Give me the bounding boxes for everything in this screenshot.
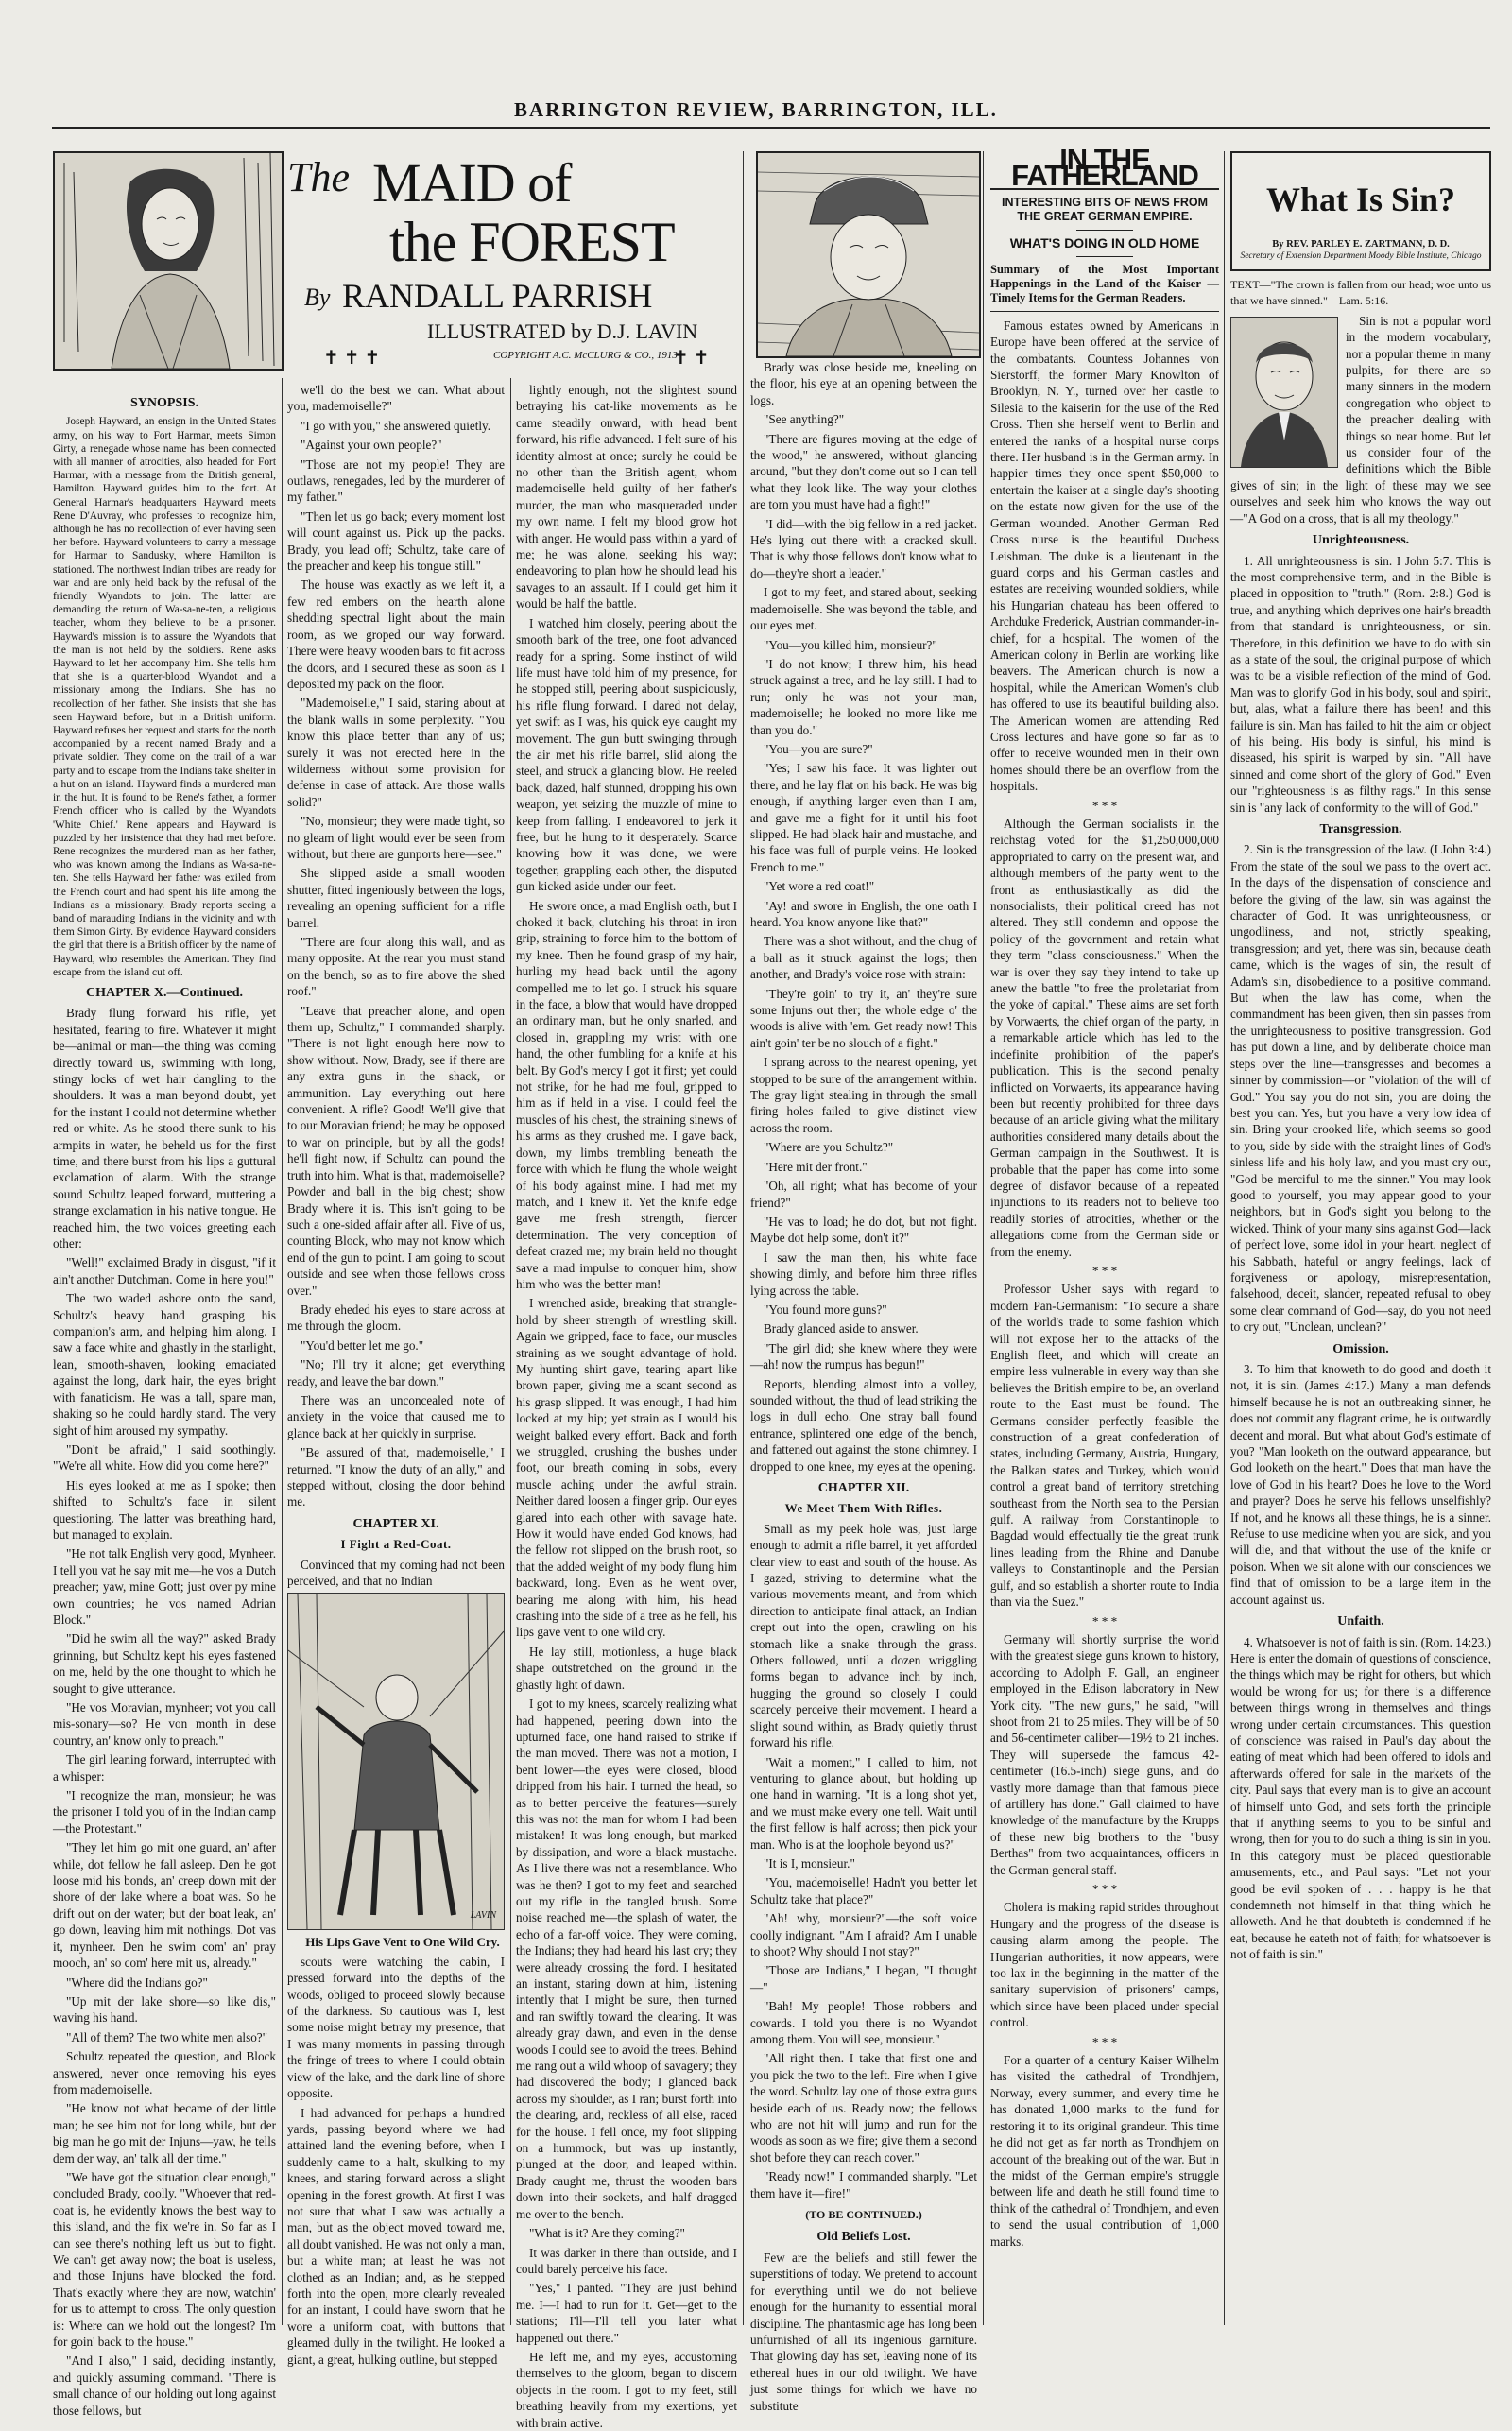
col2-para-2: "Against your own people?"	[301, 438, 442, 453]
col4-para-4: I got to my feet, and stared about, seeking mademoiselle. She was beyond the table, and our eyes met.	[750, 585, 977, 633]
to-be-continued: (TO BE CONTINUED.)	[805, 2208, 922, 2222]
col2-para-7: "No, monsieur; they were made tight, so no gleam of light would ever be seen from without, but there are gunports here—see."	[287, 814, 505, 861]
col1-para-2: The two waded ashore onto the sand, Schultz's heavy hand grasping his companion's arm, and helping him along. I saw a face white and ghastly in the starlight, lean, smooth-shaven, looking emaciated against the long, dark hair, the eyes bright with fanaticism. He was a tall, spare man, shaking so he could hardly stand. The very sight of him aroused my sympathy.	[53, 1291, 276, 1438]
col2-para-6: "Mademoiselle," I said, staring about at the blank walls in some perplexity. "You know this place better than any of us; surely it was not erected here in the wilderness without some provision for defense in case of attack. Are those walls solid?"	[287, 696, 505, 809]
maid-column-3	[516, 382, 737, 2430]
col2-para-0: we'll do the best we can. What about you, mademoiselle?"	[287, 383, 505, 414]
sin-intro: Sin is not a popular word in the modern vocabulary, nor a popular theme in many pulpits, for there are so many sinners in the modern congregation who object to the preacher dealing with things so near home. But let us consider four of the definitions which the Bible gives of sin; in the light of these may we see ourselves and seek him who knows the way out—"A God on a cross, that is all my theology."	[1230, 313, 1491, 526]
sin-author: By REV. PARLEY E. ZARTMANN, D. D.	[1272, 239, 1450, 250]
col4-para-2: "There are figures moving at the edge of the wood," he answered, without glancing around, "but they don't come out so I can tell what they look like. The way your clothes are torn you must have had a fight!"	[750, 431, 977, 512]
fatherland-item-1: Although the German socialists in the reichstag voted for the $1,250,000,000 appropriated to carry on the present war, and although members of the party went to the front as enthusiastically as did the nonsocialists, their political creed has not altered. They still condemn and oppose the policy of the government and retain what they term "class consciousness." When the war is over they say they intend to take up anew the battle "to free the proletariat from the yoke of capital." These aims are set forth by Vorwaerts, the chief organ of the party, in a remarkable article which has led to the indefinite prohibition of the paper's publication. This is the second penalty inflicted on Vorwaerts, its appearance having been but recently prohibited for three days because of an article giving what the military authorities considered many details about the German campaign in the Southwest. It is probable that the paper has come into some degree of disfavor because of a repeated injunctions to its readers not to believe too readily stories of atrocities, whether or the allegations come from the German side or from the enemy.	[990, 817, 1219, 1259]
col1-para-17: "And I also," I said, deciding instantly, and quickly assuming command. "There is small chance of our holding out long against those fellows, but	[53, 2353, 276, 2418]
col3-para-1: I watched him closely, peering about the smooth bark of the tree, one foot advanced ready for a spring. Some instinct of wild life must have told him of my presence, for he stopped still, peering about suspiciously, his rifle flung forward. I dared not delay, yet swift as I was, his quick eye caught my movement. The gun butt swinging through the air met his rifle barrel, slid along the steel, and struck a glancing blow. He reeled back, dazed, half stunned, dropping his own weapon, yet seizing the muzzle of mine to keep from falling. I endeavored to jerk it free, but he hung to it desperately. Scarce knowing how it was done, we were together, grappling each other, the disputed gun kicked aside under our feet.	[516, 615, 737, 894]
col3-para-5: I got to my knees, scarcely realizing what had happened, peering down into the upturned face, one hand raised to strike if the man moved. There was not a motion, I bent lower—the eyes were closed, blood dripped from his hair. I turned the head, so as to better perceive the features—surely this was not the man for whom I had been mistaken! It was long enough, but marked by dissipation, and wore a black mustache. As I live there was not a resemblance. Who was he then? I got to my feet and searched out my rifle in the tangled brush. Some noise reached me—the splash of water, the echo of a far-off voice. They were coming, the Indians; they had heard his last cry; they were already crossing the ford. I hesitated an instant, staring down at him, listening intently that I might be sure, then turned and ran swiftly toward the clearing. It was already gray dawn, and even in the dense woods I could see to avoid the trees. Behind me rang out a wild whoop of savagery; they had discovered the body; I glanced back across my shoulder, as I ran; burst forth into the clearing, and, reckless of all else, raced for the house. I fell once, my foot slipping on a hummock, but was up instantly, plunged at the door, and leaped within. Brady caught me, thrust the wooden bars down into their sockets, and half dragged me over to the bench.	[516, 1697, 737, 2221]
old-beliefs-text: Few are the beliefs and still fewer the superstitions of today. We pretend to account for everything until we do not believe enough for the humanity to essential moral discipline. The phantasmic age has long been unfurnished of all its ingenious garniture. That glowing day has set, leaving none of its ethereal hues in our old twilight. We have just some things for which we have no substitute	[750, 2250, 977, 2413]
col4-para-7: "You—you are sure?"	[764, 741, 873, 756]
col4-para-6: "I do not know; I threw him, his head struck against a tree, and he lay still. I had to run; only he was not your man, mademoiselle; he looked no more like me than you do."	[750, 656, 977, 737]
maid-title-block	[285, 151, 737, 378]
sin-section-3-heading: Unfaith.	[1337, 1614, 1384, 1629]
chapter-12-title: We Meet Them With Rifles.	[784, 1501, 943, 1516]
col2-after-0: scouts were watching the cabin, I pressed forward into the depths of the woods, obliged to proceed slowly because of the darkness. So cautious was I, lest some noise might betray my presence, that I was many moments in passing through the fringe of trees to where I could obtain view of the lake, and the dark line of shore opposite.	[287, 1954, 505, 2101]
col4-ch12-7: "All right then. I take that first one and you pick the two to the left. Fire when I give the word. Schultz lay one of those extra guns beside each of us. Ready now; the fellows who are not hit will jump and run for the woods as soon as we fire; give them a second shot before they can reach cover."	[750, 2051, 977, 2164]
synopsis-text: Joseph Hayward, an ensign in the United States army, on his way to Fort Harmar, meets Simon Girty, a renegade whose name has been connected with all manner of atrocities, also headed for Fort Harmar, with a message from the British general, Hamilton. Hayward guides him to the fort. At General Harmar's headquarters Hayward meets Rene D'Auvray, who professes to recognize him, although he has no recollection of ever having seen her before. Hayward volunteers to carry a message for Harmar to Sandusky, where Hamilton is stationed. The northwest Indian tribes are ready for war and are only held back by the refusal of the friendly Wyandots to join. The latter are demanding the return of Wa-sa-ne-ten, a religious teacher, whom they believe to be a prisoner. Hayward's mission is to assure the Wyandots that the man is not held by the soldiers. Rene asks Hayward to let her accompany him. She tells him that she is a quarter-blood Wyandot and a missionary among the Indians. She has no recollection of her father. She insists that she has seen Hayward before, but in a British uniform. Hayward refuses her request and starts for the north accompanied by a recent named Brady and a private soldier. They come on the trail of a war party and to escape from the Indians take shelter in a hut on an island. Hayward finds a murdered man in the hut. It is found to be Rene's father, a former French officer who is called by the Wyandots 'White Chief.' Rene appears and Hayward is puzzled by her insistence that they had met before. Rene recognizes the murdered man as her father, who was known among the Indians as Wa-sa-ne-ten. She tells Hayward her father was exiled from the French court and had spent his life among the Indians as a missionary. Brady reports seeing a band of marauding Indians in the vicinity and with them Simon Girty. By evidence Hayward considers the girl that there is a British officer by the name of Hayward, who resembles the American. They find escape from the island cut off.	[53, 416, 276, 978]
author-name: RANDALL PARRISH	[342, 277, 653, 315]
illustration-caption: His Lips Gave Vent to One Wild Cry.	[305, 1935, 500, 1950]
sin-section-1-text: 2. Sin is the transgression of the law. (I John 3:4.) From the state of the soul we pass to the overt act. In the days of the dispensation of conscience and before the giving of the law, sin was against the character of God. It was unrighteousness, or ungodliness, and not, strictly speaking, transgression; and yet, there was sin, because death came, which is the wages of sin, the result of Adam's sin, disobedience to a positive command. But when the law has come, when the commandment has been given, then sin passes from the unrighteousness to positive transgression. God has put down a line, and by deliberate choice man steps over the line—transgresses and becomes a sinner by commission—or "violation of the will of God." You say you do not sin, you are doing the best you can. Yes, but you have a very low idea of sin. Bring your crooked life, which seems so good to you, side by side with the straight lines of God's sinless life and his holy law, and you must cry out, "God be merciful to me the sinner." You may look good to yourself, you may appear good to your neighbors, but in God's sight you belong to the wicked. Think of your many sins against God—lack of perfect love, some idol in your heart, neglect of his Sabbath, hateful or angry feelings, lack of forgiveness or apology, misrepresentation, falsehood, deceit, slander, repeated refusal to obey some clear command of God—say, do you not need to cry out, "Unclean, unclean?"	[1230, 842, 1491, 1335]
sin-title-box	[1230, 151, 1491, 271]
col3-para-3: I wrenched aside, breaking that strangle-hold by sheer strength of wrestling skill. Again we gripped, face to face, our muscles straining as we sought advantage of hold. My hunting shirt gave, tearing apart like brown paper, giving me a scant second as his grasp slipped. It was enough, I had him locked at my hip; yet strain as I would his weight balked every effort. Back and forth we struggled, crushing the bushes under foot, our breath coming in sobs, every muscle aching under the awful strain. Neither dared loosen a finger grip. Our eyes glared into each other with savage hate. How it would have ended God knows, had the fellow not slipped on the brush root, so that the added weight of my body flung him backward, long. Even as he went over, bearing me along with him, his head crashing into the side of a tree as he fell, his lips gave vent to one wild cry.	[516, 1296, 737, 1640]
col2-para-9: "There are four along this wall, and as many opposite. At the rear you must stand on the bench, so as to fire above the shed roof."	[287, 935, 505, 999]
chapter-10-heading: CHAPTER X.—Continued.	[85, 985, 244, 1000]
maid-column-2	[287, 382, 505, 2367]
maid-column-4	[750, 359, 977, 2413]
col4-ch12-6: "Bah! My people! Those robbers and cowards. I told you there is no Wyandot among them. You will see, monsieur."	[750, 1999, 977, 2046]
col4-para-16: "Oh, all right; what has become of your friend?"	[750, 1179, 977, 1210]
col4-para-21: "The girl did; she knew where they were—ah! now the rumpus has begun!"	[750, 1340, 977, 1372]
col2-para-1: "I go with you," she answered quietly.	[301, 418, 491, 433]
col4-para-19: "You found more guns?"	[764, 1302, 887, 1317]
sin-section-0-text: 1. All unrighteousness is sin. I John 5:7. This is the most comprehensive term, and in the Bible is placed in opposition to "truth." (Rom. 2:8.) God is true, and anything which deprives one hair's breadth from that standard is unrighteousness, or sin. Therefore, in this definition we have to do with sin as a state of the soul, the original purpose of which was to be a visible reflection of the mind of God. Man was to glorify God in his body, soul and spirit, but, alas, what a failure there has been! and this failure is sin. Man has failed to hit the aim or object of his being. His body is sinful, his mind is diseased, his spirit is warped by sin. "All have sinned and come short of the glory of God." Even our "righteousness is as filthy rags." In this sense sin is "any lack of conformity to the will of God."	[1230, 553, 1491, 815]
sin-section-3-text: 4. Whatsoever is not of faith is sin. (Rom. 14:23.) Here is enter the domain of questions of conscience, the things which may be right for others, but which would be wrong for us; for there is a difference between things wrong in themselves and things wrong under certain circumstances. This question of conscience was raised in Paul's day about the eating of meat which had been offered to idols and afterwards offered for sale in the markets of the city. Paul says that every man is to give an account of himself unto God, and sets forth the principle that if anything seems to you to be sinful and wrong, then for you to do such a thing is sin in you. In this category must be placed questionable amusements, etc., and Paul says: "Let not your good be evil spoken of . . . happy is he that condemneth not himself in that thing which he alloweth. And he that doubteth is condemned if he eat, because he eateth not of faith; for whatsoever is not of faith is sin."	[1230, 1634, 1491, 1962]
col2-para-3: "Those are not my people! They are outlaws, renegades, led by the murderer of my father."	[287, 457, 505, 505]
col2-para-12: "You'd better let me go."	[301, 1337, 424, 1353]
fatherland-item-4: Cholera is making rapid strides throughout Hungary and the progress of the disease is causing alarm among the people. The Hungarian authorities, it now appears, were too lax in the beginning in the matter of the sanitary supervision of prisoners' camps, which since have been placed under special control.	[990, 1900, 1219, 2030]
col1-para-1: "Well!" exclaimed Brady in disgust, "if it ain't another Dutchman. Come in here you!"	[53, 1255, 276, 1286]
col1-para-11: "Where did the Indians go?"	[66, 1974, 208, 1990]
title-by: By	[304, 284, 331, 311]
masthead-rule	[52, 127, 1490, 129]
title-maid: MAID of	[372, 152, 572, 214]
illustrated-by: ILLUSTRATED by D.J. LAVIN	[427, 319, 698, 343]
col4-para-10: "Ay! and swore in English, the one oath I heard. You know anyone like that?"	[750, 898, 977, 929]
col1-para-5: "He not talk English very good, Mynheer. I tell you vat he say mit me—he vos a Dutch preacher; yaw, mine Gott; just over py mine own countries; he vos named Adrian Block."	[53, 1546, 276, 1627]
fatherland-summary: Summary of the Most Important Happenings in the Land of the Kaiser —Timely Items for the German Readers.	[990, 262, 1219, 304]
col4-para-1: "See anything?"	[764, 412, 845, 427]
col4-para-9: "Yet wore a red coat!"	[764, 879, 875, 894]
col2-ch11-opening: Convinced that my coming had not been perceived, and that no Indian	[287, 1557, 505, 1589]
col2-para-14: There was an unconcealed note of anxiety in the voice that caused me to glance back at her quickly in surprise.	[287, 1392, 505, 1440]
fatherland-item-2: Professor Usher says with regard to modern Pan-Germanism: "To secure a share of the world's trade to some fashion which will not expose her to the attacks of the English fleet, and which will create an empire less vulnerable in every way than she believes the British empire to be, an overland route to the East must be found. The Germans consider perfectly feasible the construction of a great confederation of states, including Germany, Austria, Hungary, the Balkan states and Turkey, which would control a great band of territory stretching southeast from the North sea to the Persian gulf. A railway from Constantinople to Bagdad would effectually tie the great trunk lines leading from the Rhine and Danube valleys to Constantinople and the Persian gulf, and so establish a shorter route to India than via the Suez."	[990, 1282, 1219, 1610]
frontiersman-illustration	[756, 151, 981, 358]
col3-para-2: He swore once, a mad English oath, but I choked it back, clutching his throat in iron grip, straining to force him to the bottom of my knee. Then he found grasp of my hair, hurling my head back until the agony compelled me to let go. I struck his square in the face, a blow that would have dropped an ordinary man, but he only snarled, and closed in, grappling my wrist with one hand, the other fumbling for a knife at his belt. By God's mercy I got it first; yet could not strike, for he had me foul, gripped to him as if held in a vise. I could feel the muscles of his chest, the straining sinews of his arms as they crushed me. I gave back, down, my limbs trembling beneath the force with which he flung the whole weight of his body against mine. I had met my match, and I knew it. Yet the knife edge gave me fresh strength, fiercer determination. The very conception of defeat crazed me; my brain held no thought save a mad impulse to conquer him, show him who was the better man!	[516, 898, 737, 1291]
fight-illustration	[287, 1593, 505, 1930]
col4-para-14: "Where are you Schultz?"	[764, 1140, 894, 1155]
col1-para-9: "I recognize the man, monsieur; he was the prisoner I told you of in the Indian camp—the Protestant."	[53, 1788, 276, 1836]
col3-para-0: lightly enough, not the slightest sound betraying his cat-like movements as he came steadily onward, with head bent forward, his rifle advanced. I felt sure of his identity almost at once; surely he could be no other than the British agent, whom mademoiselle held guilty of her father's murder, the man who masqueraded under my own name. I felt my blood grow hot with anger. He would pass within a yard of me; he was alone, seeking his way; endeavoring to plan how he should lead his savages to an assault. If I could get him it would be half the battle.	[516, 383, 737, 612]
col1-para-0: Brady flung forward his rifle, yet hesitated, fearing to fire. Whatever it might be—animal or man—the thing was coming directly toward us, swimming with long, stingy locks of wet hair dangling to the shoulders. It was a man beyond doubt, yet for the instant I could not determine whether red or white. As he stood there sunk to his armpits in water, he beheld us for the first time, and there burst from his lips a guttural exclamation of alarm. With the strange sound Schultz leaped forward, muttering a strange exclamation in his native tongue. He reached him, the two voices greeting each other:	[53, 1006, 276, 1251]
col1-para-3: "Don't be afraid," I said soothingly. "We're all white. How did you come here?"	[53, 1441, 276, 1474]
col2-para-4: "Then let us go back; every moment lost will count against us. Pick up the packs. Brady, you lead off; Schultz, take care of the preacher and keep his tongue still."	[287, 509, 505, 574]
col3-para-6: "What is it? Are they coming?"	[529, 2226, 685, 2241]
col2-para-11: Brady eheded his eyes to stare across at me through the gloom.	[287, 1302, 505, 1334]
col3-para-9: He left me, and my eyes, accustoming themselves to the gloom, began to discern objects in the room. I got to my feet, still breathing heavily from my exertions, yet with brain active.	[516, 2349, 737, 2430]
fatherland-item-0: Famous estates owned by Americans in Europe have been offered at the service of the combatants. Countess Johannes von Sierstorff, the former Mary Knowlton of Brooklyn, N. Y., turned over her castle to Silesia to the kaiserin for the use of the Red Cross. Then she herself went to Berlin and entered the ranks of a hospital nurse corps there. Her husband is in the German army. In happier times they once spent $50,000 to entertain the kaiser at a single day's shooting on the estate now given for the use of the German wounded. Another German Red Cross nurse is the beautiful Duchess Leishman. The duke is a lieutenant in the guard corps and his German castles and estates are receiving wounded soldiers, while his Hungarian chateau has been offered to Archduke Frederick, Austrian commander-in-chief, for a hospital. The women of the American colony in Berlin are working like beavers. The American church is now a hospital, while the American Women's club has offered to use its beautiful building also. The American women are attending Red Cross lectures and have gone so far as to offer to receive wounded men in their own homes should there be an overflow from the hospitals.	[990, 318, 1219, 794]
col4-para-13: I sprang across to the nearest opening, yet stopped to be sure of the arrangement within. The gray light stealing in through the small firing holes failed to give distinct view across the room.	[750, 1055, 977, 1135]
chapter-12-heading: CHAPTER XII.	[817, 1481, 910, 1495]
sin-section-2-text: 3. To him that knoweth to do good and doeth it not, it is sin. (James 4:17.) Many a man defends himself because he is not an outbreaking sinner, he does not commit any flagrant crime, he is outwardly decent and moral. But what about God's estimate of you? "Man looketh on the outward appearance, but God looketh on the heart." Does that man have the love of God in his heart? Does he love to the Word and prayer? Does he serve his fellows unselfishly? If not, and he knows all these things, he is a sinner. Refuse to use medicine when you are sick, and you will die, and that without the use of the knife or poison. When we sit alone with our consciences we find that of omission to be a large item in the account against us.	[1230, 1362, 1491, 1607]
fatherland-item-5: For a quarter of a century Kaiser Wilhelm has visited the cathedral of Trondhjem, Norway, every summer, and every time he has donated 1,000 marks to the fund for restoring it to its original grandeur. This time he did not get as far north as Trondhjem on account of the breaking out of the war. But in the midst of the German empire's struggle between life and death he still found time to think of the cathedral of Trondhjem, and even to send the usual contribution of 1,000 marks.	[990, 2053, 1219, 2249]
maid-portrait-illustration	[53, 151, 284, 371]
masthead: BARRINGTON REVIEW, BARRINGTON, ILL.	[514, 98, 998, 121]
sin-text-reference: TEXT—"The crown is fallen from our head; woe unto us that we have sinned."—Lam. 5:16.	[1230, 278, 1491, 308]
col2-para-5: The house was exactly as we left it, a few red embers on the hearth alone shedding spectral light about the main room, as we groped our way forward. There were heavy wooden bars to fit across the doors, and I secured these as soon as I deposited my pack on the floor.	[287, 578, 505, 691]
fatherland-item-3: Germany will shortly surprise the world with the greatest siege guns known to history, according to Adolph F. Gall, an engineer employed in the Edison laboratory in New York city. "The new guns," he said, "will shoot from 21 to 25 miles. They will be of 50 and 56-centimeter caliber—19½ to 21 inches. They will supersede the famous 42-centimeter (16.5-inch) siege guns, and do vastly more damage than that famous piece of artillery has done." Gall claimed to have knowledge of the manufacture by the Krupps of these new big brothers to the "busy Berthas" from two acquaintances, officers in the German general staff.	[990, 1631, 1219, 1877]
chapter-11-heading: CHAPTER XI.	[352, 1516, 439, 1531]
sin-section-0-heading: Unrighteousness.	[1312, 533, 1410, 548]
sin-title: What Is Sin?	[1265, 181, 1456, 218]
maid-column-1	[53, 389, 276, 2418]
col4-para-3: "I did—with the big fellow in a red jacket. He's lying out there with a cracked skull. That is why those fellows don't know what to do—they're short a leader."	[750, 516, 977, 580]
fatherland-subtitle: INTERESTING BITS OF NEWS FROM THE GREAT GERMAN EMPIRE.	[1001, 195, 1209, 223]
col4-ch12-8: "Ready now!" I commanded sharply. "Let them have it—fire!"	[750, 2169, 977, 2200]
col3-para-8: "Yes," I panted. "They are just behind me. I—I had to run for it. Get—get to the stations; I'll—I'll tell you later what happened out there."	[516, 2281, 737, 2345]
col4-para-17: "He vas to load; he do dot, but not fight. Maybe dot help some, don't it?"	[750, 1214, 977, 1246]
col1-para-16: "We have got the situation clear enough," concluded Brady, coolly. "Whoever that red-coat is, he evidently knows the best way to this island, and the fix we're in. So far as I can see there's nothing left us but to fight. We can't get away now; the boat is useless, and those Injuns have blocked the ford. That's exactly where they are now, watchin' for us to attempt to cross. The only question is: Where can we hold out the longest? I'm for goin' back to the house."	[53, 2169, 276, 2350]
col2-para-15: "Be assured of that, mademoiselle," I returned. "I know the duty of an ally," and stepped without, closing the door behind me.	[287, 1445, 505, 1509]
col4-ch12-4: "Ah! why, monsieur?"—the soft voice coolly indignant. "Am I afraid? Am I unable to shoot? Why should I not stay?"	[750, 1911, 977, 1958]
col2-after-1: I had advanced for perhaps a hundred yards, passing beyond where we had attained land the evening before, when I suddenly came to a halt, skulking to my knees, and staring forward across a slight opening in the forest growth. At first I was not sure that what I saw was actually a man, but as the object moved toward me, all doubt vanished. He was not only a man, but a white man; at least he was not clothed as an Indian; and, as he stepped forth into the open, more clearly revealed for an instant, I could have sworn that he wore a uniform coat, with buttons that gleamed dully in the twilight. He looked a giant, a great, hulking outline, but stepped	[287, 2105, 505, 2367]
fatherland-column: IN THE FATHERLAND INTERESTING BITS OF NEWS FROM THE GREAT GERMAN EMPIRE. WHAT'S DOING IN OLD HOME Summary of the Most Important Happenings in the Land of the Kaiser —Timely Items for the German Readers. Famous estates owned by Americans in Europe have been offered at the service of the combatants. Countess Johannes von Sierstorff, the former Mary Knowlton of Brooklyn, N. Y., turned over her castle to Silesia to the kaiserin for the use of the Red Cross. Then she herself went to Berlin and entered the ranks of a hospital nurse corps there. Her husband is in the German army. In happier times they once spent $50,000 to entertain the kaiser at a single day's shooting on the estate now given for the use of the German wounded. Another German Red Cross nurse is the beautiful Duchess Leishman. The duke is a lieutenant in the guard corps and his German castles and estates are receiving wounded soldiers, while his Hungarian chateau has been offered to Archduke Frederick, Austrian commander-in-chief, for a hospital. The women of the American colony in Berlin are working like beavers. The American church is now a hospital, while the American Women's club has offered to use its beautiful building also. The American women are attending Red Cross lectures and have gone so far as to offer to receive wounded men in their own homes should there be an overflow from the hospitals. * * * Although the German socialists in the reichstag voted for the $1,250,000,000 appropriated to carry on the present war, and although members of the party went to the front as enthusiastically as did the nonsocialists, their political creed has not altered. They still condemn and oppose the policy of the government and retain what they term "class consciousness." When the war is over they say they intend to take up anew the battle "to free the proletariat from the yoke of capital." These aims are set forth by Vorwaerts, the chief organ of the party, in a remarkable article which has led to the indefinite prohibition of the paper's publication. This is the second penalty inflicted on Vorwaerts, its appearance having been but recently prohibited for three days because of an article giving what the military authorities considered many details about the German campaign in the Southwest. It is probable that the paper has come into some degree of disfavor because of a repeated injunctions to its readers not to believe too readily stories of atrocities, whether or the allegations come from the German side or from the enemy. * * * Professor Usher says with regard to modern Pan-Germanism: "To secure a share of the world's trade to some fashion which will not expose her to the attacks of the English fleet, and which will create an empire less vulnerable in every way than she believes the British empire to be, an overland route to the East must be found. The Germans consider perfectly feasible the construction of a great confederation of states, including Germany, Austria, Hungary, the Balkan states and Turkey, which would control a great band of territory stretching southeast from the North sea to the Persian gulf. A railway from Constantinople to Bagdad would effectually tie the great trunk lines leading from the Rhine and Danube valleys to Constantinople and the Persian gulf, and so establish a shorter route to India than via the Suez." * * * Germany will shortly surprise the world with the greatest siege guns known to history, according to Adolph F. Gall, an engineer employed in the Edison laboratory in New York city. "The new guns," he said, "will shoot from 21 to 25 miles. They will be of 50 and 56-centimeter caliber—19½ to 21 inches. They will supersede the famous 42-centimeter (16.5-inch) siege guns, and do vastly more damage than that famous piece of artillery has done." Gall claimed to have knowledge of the manufacture by the Krupps of these new big brothers to the "busy Berthas" from two acquaintances, officers in the German general staff. * * * Cholera is making rapid strides throughout Hungary and the progress of the disease is causing alarm among the people. The Hungarian authorities, it now appears, were too lax in the beginning in the matter of the sanitary supervision of prisoners' camps, which since have been placed under special control. * * * For a quarter of a century Kaiser Wilhelm has visited the cathedral of Trondhjem, Norway, every summer, and every time he has donated 1,000 marks to the fund for restoring it to its original grandeur. This time he did not get as far north as Trondhjem on account of the breaking out of the war. But in the midst of the German empire's struggle between life and death he still found time to think of the cathedral of Trondhjem, and even to send the usual contribution of 1,000 marks.	[990, 143, 1219, 2249]
col4-para-5: "You—you killed him, monsieur?"	[764, 637, 937, 652]
sin-section-1-heading: Transgression.	[1319, 822, 1402, 836]
copyright: COPYRIGHT A.C. McCLURG & CO., 1913	[493, 350, 678, 361]
col4-para-12: "They're goin' to try it, an' they're sure some Injuns out ther; the whole edge o' the woods is alive with 'em. Get ready now! This ain't goin' ter be no slouch of a fight."	[750, 986, 977, 1050]
col3-para-4: He lay still, motionless, a huge black shape outstretched on the ground in the ghastly light of dawn.	[516, 1644, 737, 1692]
col1-para-14: Schultz repeated the question, and Block answered, never once removing his eyes from mademoiselle.	[53, 2049, 276, 2096]
chapter-11-title: I Fight a Red-Coat.	[340, 1537, 452, 1552]
sin-author-position: Secretary of Extension Department Moody Bible Institute, Chicago	[1240, 251, 1482, 261]
col2-para-8: She slipped aside a small wooden shutter, fitted ingeniously between the logs, revealing an opening sufficient for a rifle barrel.	[287, 866, 505, 930]
title-forest: the FOREST	[389, 211, 675, 273]
col4-para-20: Brady glanced aside to answer.	[764, 1321, 919, 1336]
col4-ch12-0: Small as my peek hole was, just large enough to admit a rifle barrel, it yet afforded clear view to east and south of the house. As I gazed, striving to determine what the various movements meant, and from which direction to anticipate final attack, an Indian crept out into the open, crawling on his stomach like a snake through the grass. Others followed, until a dozen wriggling forms began to advance inch by inch, hugging the ground so closely I could scarcely perceive their movement. I heard a slight sound within, as Brady quietly thrust forward his rifle.	[750, 1521, 977, 1750]
col4-para-22: Reports, blending almost into a volley, sounded without, the thud of lead striking the logs in dull echo. One stray ball found entrance, splintered one edge of the bench, and fattened out against the stone chimney. I dropped to one knee, my eyes at the opening.	[750, 1376, 977, 1474]
col2-para-13: "No; I'll try it alone; get everything ready, and leave the bar down."	[287, 1357, 505, 1388]
decorative-crosses-right: ✝ ✝	[673, 348, 710, 369]
col4-ch12-5: "Those are Indians," I began, "I thought—"	[750, 1963, 977, 1994]
col4-ch12-1: "Wait a moment," I called to him, not venturing to glance about, but holding up one hand in warning. "It is a long shot yet, and we must make every one tell. Wait until the first fellow is half across; then pick your man. Who is at the loophole beyond us?"	[750, 1754, 977, 1852]
fatherland-title: IN THE FATHERLAND	[990, 151, 1219, 190]
col4-para-8: "Yes; I saw his face. It was lighter out there, and he lay flat on his back. He was big enough, if anything larger even than I am, and gave me a fight for it until his foot slipped. He had black hair and mustache, and his face was full of purple veins. He looked French to me."	[750, 761, 977, 874]
col4-para-11: There was a shot without, and the chug of a ball as it struck against the logs; then another, and Brady's voice rose with strain:	[750, 934, 977, 982]
col1-para-10: "They let him go mit one guard, an' after while, dot fellow he fall asleep. Den he got loose mid his bonds, an' creep down mit der shore of der lake where a boat was. So he drift out on der water; but der boat leak, an' go down, leaving him mit nothings. Dot vas it, mynheer. Den he swim com' an' pray mooch, an' so com' here mit us, already."	[53, 1840, 276, 1971]
col4-ch12-3: "You, mademoiselle! Hadn't you better let Schultz take that place?"	[750, 1875, 977, 1906]
col4-para-0: Brady was close beside me, kneeling on the floor, his eye at an opening between the logs.	[750, 360, 977, 407]
decorative-crosses: ✝ ✝ ✝	[323, 348, 381, 369]
sin-column	[1230, 151, 1491, 2327]
title-the: The	[287, 154, 350, 200]
col1-para-13: "All of them? The two white men also?"	[66, 2029, 268, 2044]
col2-para-10: "Leave that preacher alone, and open them up, Schultz," I commanded sharply. "There is not light enough here now to show without. Now, Brady, see if there are any extra guns in the shack, or ammunition. Lay everything out here convenient. A rifle? Good! We'll give that to our Moravian friend; he may be opposed to war on principle, but by all the gods! he'll fight now, if Schultz can pound the truth into him. What is that, mademoiselle? Powder and ball in the big chest; show Brady where it is. This isn't going to be such a one-sided affair after all. Five of us, counting Block, who may not know which end of the gun to point. I am going to scout outside and see when those fellows cross over."	[287, 1003, 505, 1298]
col3-para-7: It was darker in there than outside, and I could barely perceive his face.	[516, 2245, 737, 2276]
illustration-signature: LAVIN	[470, 1910, 496, 1922]
col1-para-4: His eyes looked at me as I spoke; then shifted to Schultz's face in silent questioning. The latter was breathing hard, but managed to explain.	[53, 1477, 276, 1542]
col1-para-6: "Did he swim all the way?" asked Brady grinning, but Schultz kept his eyes fastened on me, held by the one thought to which he sought to give utterance.	[53, 1631, 276, 1696]
synopsis-heading: SYNOPSIS.	[130, 396, 198, 410]
sin-section-2-heading: Omission.	[1332, 1341, 1389, 1356]
col1-para-12: "Up mit der lake shore—so like dis," waving his hand.	[53, 1993, 276, 2026]
col1-para-15: "He know not what became of der little man; he see him not for long while, but der big man he go mit der Injuns—yaw, he tells dem der way, an' talk all der time."	[53, 2101, 276, 2165]
col4-ch12-2: "It is I, monsieur."	[764, 1855, 855, 1871]
col4-para-15: "Here mit der front."	[764, 1159, 868, 1174]
author-portrait	[1230, 317, 1338, 468]
col1-para-8: The girl leaning forward, interrupted with a whisper:	[53, 1752, 276, 1784]
old-beliefs-heading: Old Beliefs Lost.	[816, 2230, 911, 2245]
fatherland-section-heading: WHAT'S DOING IN OLD HOME	[1009, 234, 1200, 250]
col4-para-18: I saw the man then, his white face showing dimly, and before him three rifles lying across the table.	[750, 1250, 977, 1298]
col1-para-7: "He vos Moravian, mynheer; vot you call mis-sonary—so? He von month in dese country, an' know only to preach."	[53, 1700, 276, 1748]
